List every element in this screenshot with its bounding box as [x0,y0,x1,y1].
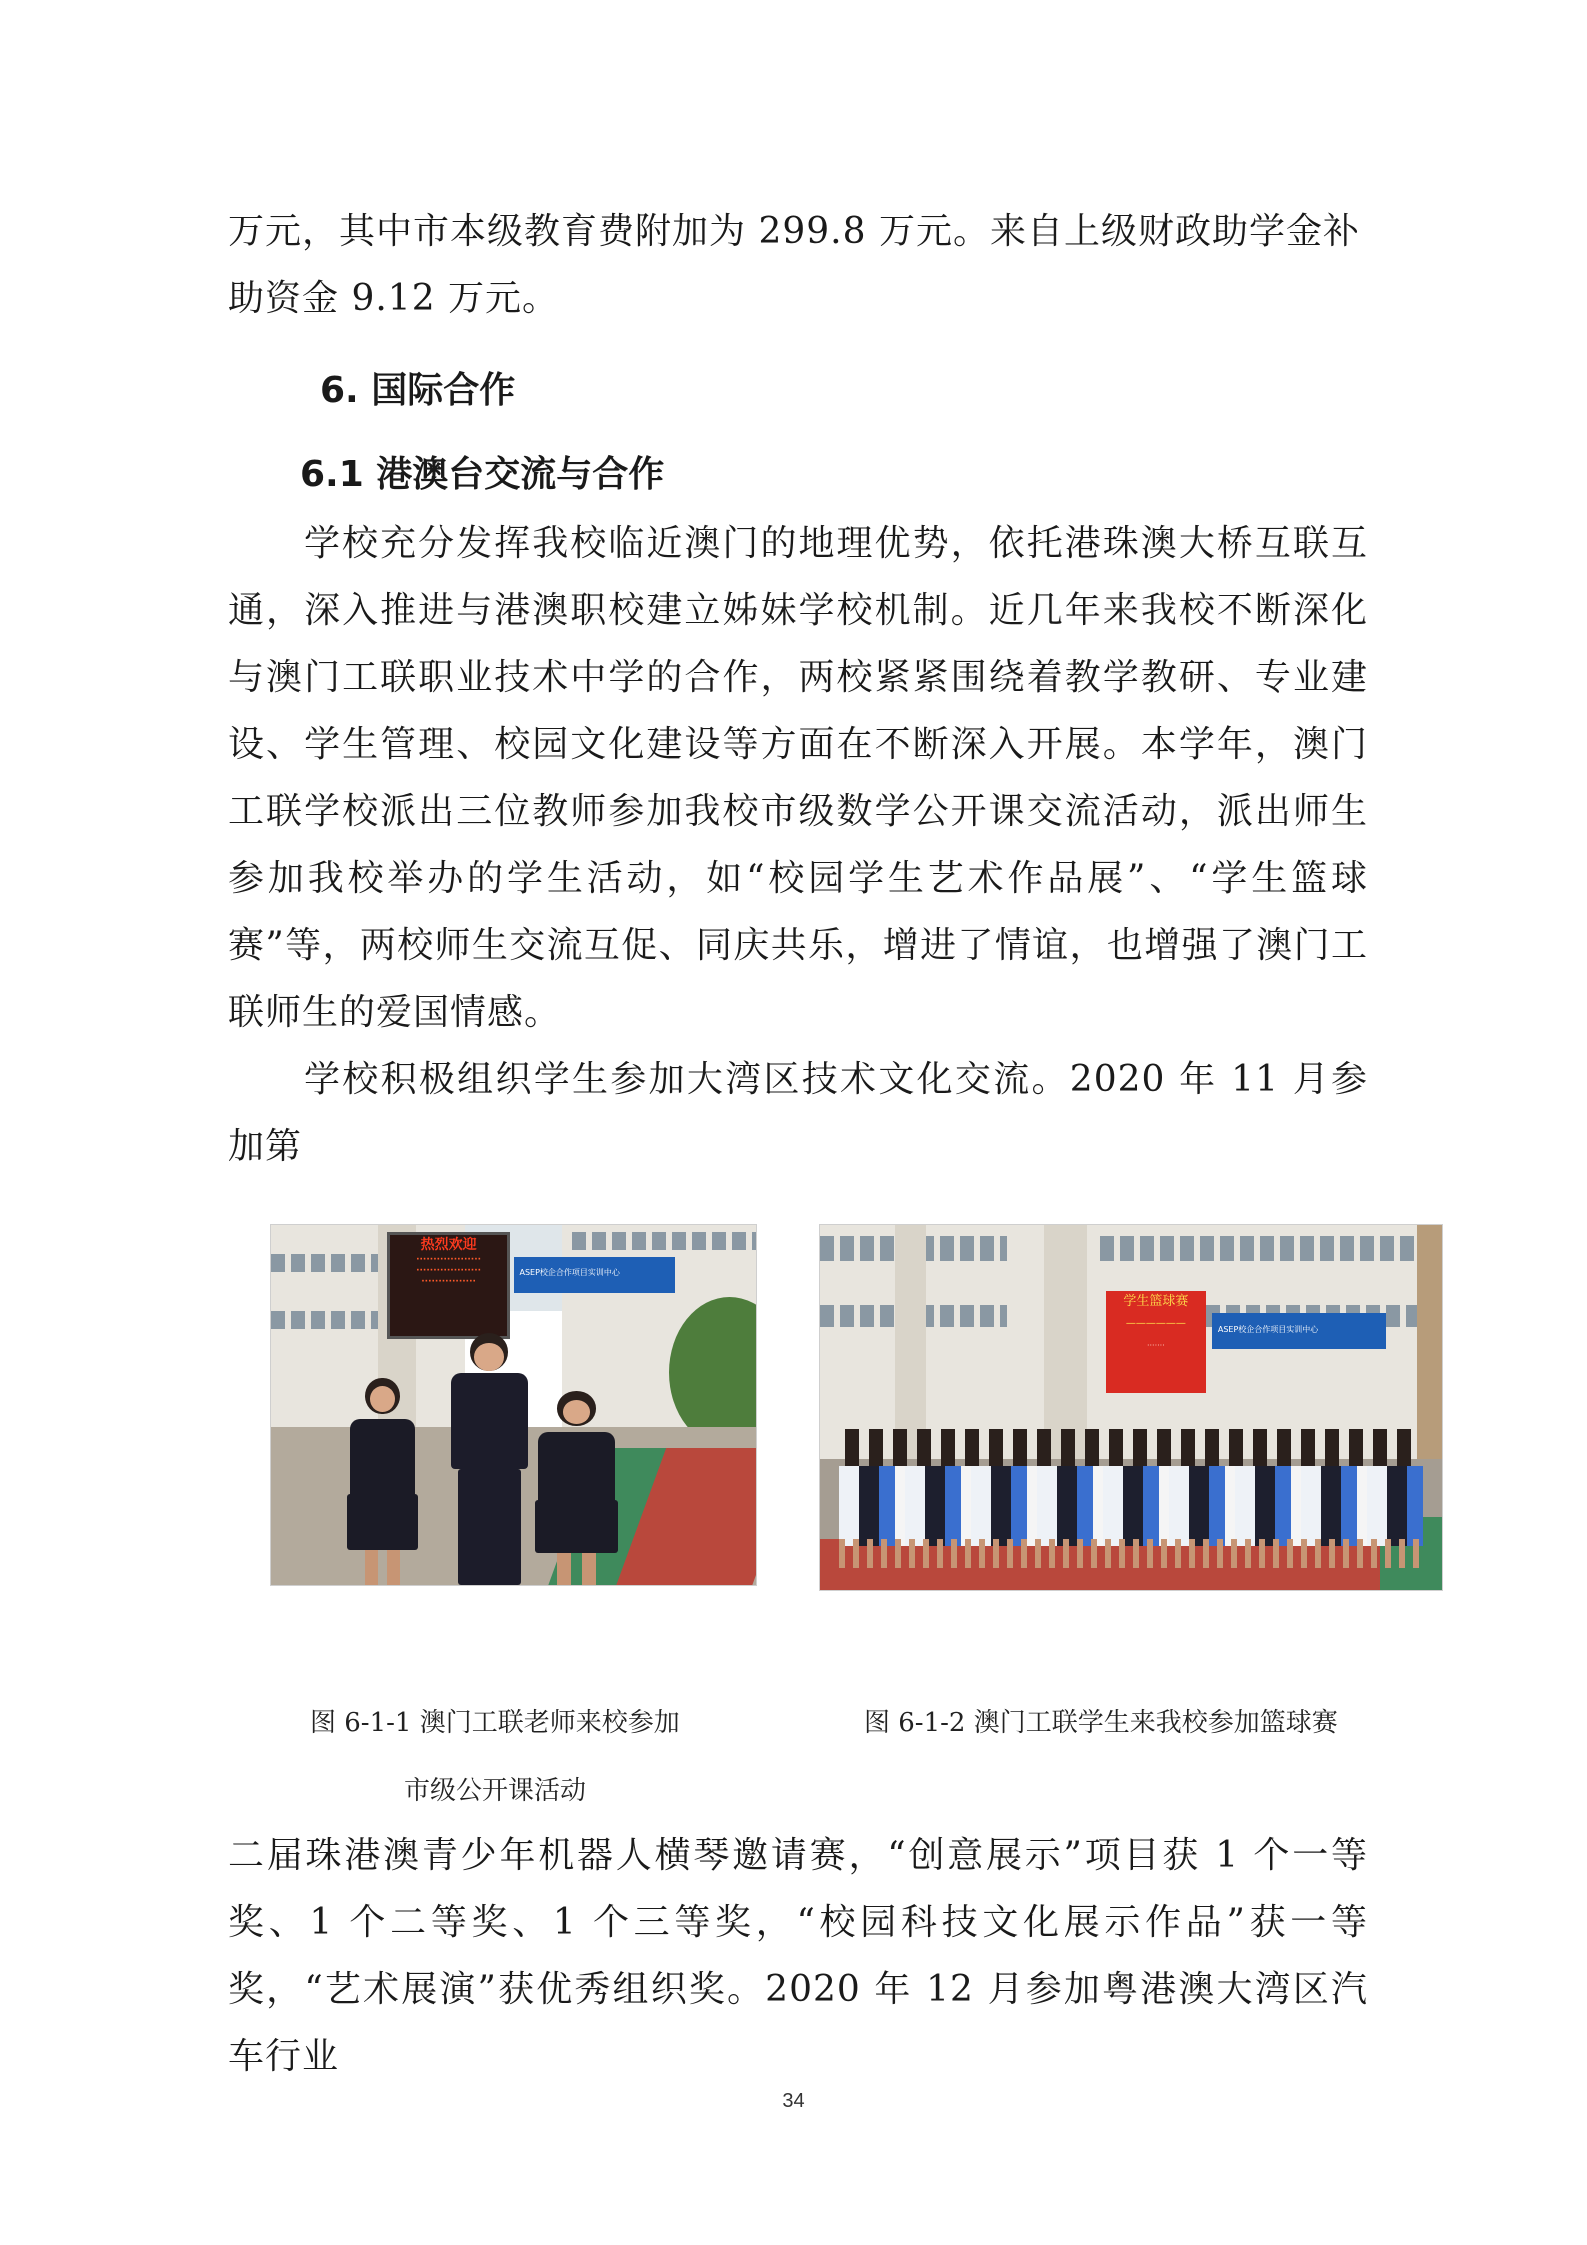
section-heading: 6. 国际合作 [320,370,516,411]
body-paragraph: 学校充分发挥我校临近澳门的地理优势，依托港珠澳大桥互联互通，深入推进与港澳职校建立姊妹学校机制。近几年来我校不断深化与澳门工联职业技术中学的合作，两校紧紧围绕着教学教研、专业建设、学生管理、校园文化建设等方面在不断深入开展。本学年，澳门工联学校派出三位教师参加我校市级数学公开课交流活动，派出师生参加我校举办的学生活动，如“校园学生艺术作品展”、“学生篮球赛”等，两校师生交流互促、同庆共乐，增进了情谊，也增强了澳门工联师生的爱国情感。 [228,523,1368,1033]
figure-caption: 市级公开课活动 [404,1776,587,1806]
body-paragraph: 学校积极组织学生参加大湾区技术文化交流。2020 年 11 月参加第 [228,1059,1368,1167]
paragraph-line: 万元，其中市本级教育费附加为 299.8 万元。来自上级财政助学金补 [228,211,1360,252]
figure-caption: 图 6-1-1 澳门工联老师来校参加 [310,1708,680,1738]
body-paragraph: 二届珠港澳青少年机器人横琴邀请赛，“创意展示”项目获 1 个一等奖、1 个二等奖、1 个三等奖，“校园科技文化展示作品”获一等奖，“艺术展演”获优秀组织奖。2020 年 12 月参加粤港澳大湾区汽车行业 [228,1835,1368,2077]
subsection-heading: 6.1 港澳台交流与合作 [300,454,665,495]
page-number: 34 [782,2090,805,2112]
person-teacher-left [344,1369,422,1585]
person-teacher-right [533,1383,620,1585]
paragraph-line: 助资金 9.12 万元。 [228,278,560,319]
training-center-banner: ASEP校企合作项目实训中心 [1212,1313,1386,1350]
photo-basketball-game [819,1224,1443,1591]
photo-teachers-visit [270,1224,757,1586]
person-teacher-middle [446,1333,533,1585]
basketball-event-board: 学生篮球赛 —————— ······· [1106,1291,1206,1393]
players-team-line [839,1466,1424,1546]
training-center-banner: ASEP校企合作项目实训中心 [514,1257,675,1293]
led-board-text: 热烈欢迎 [420,1237,477,1254]
figure-caption: 图 6-1-2 澳门工联学生来我校参加篮球赛 [864,1708,1338,1738]
led-welcome-board: 热烈欢迎 ··················· ··················· ················ [387,1232,509,1339]
event-board-title: 学生篮球赛 [1123,1293,1189,1309]
players-legs [839,1539,1424,1568]
